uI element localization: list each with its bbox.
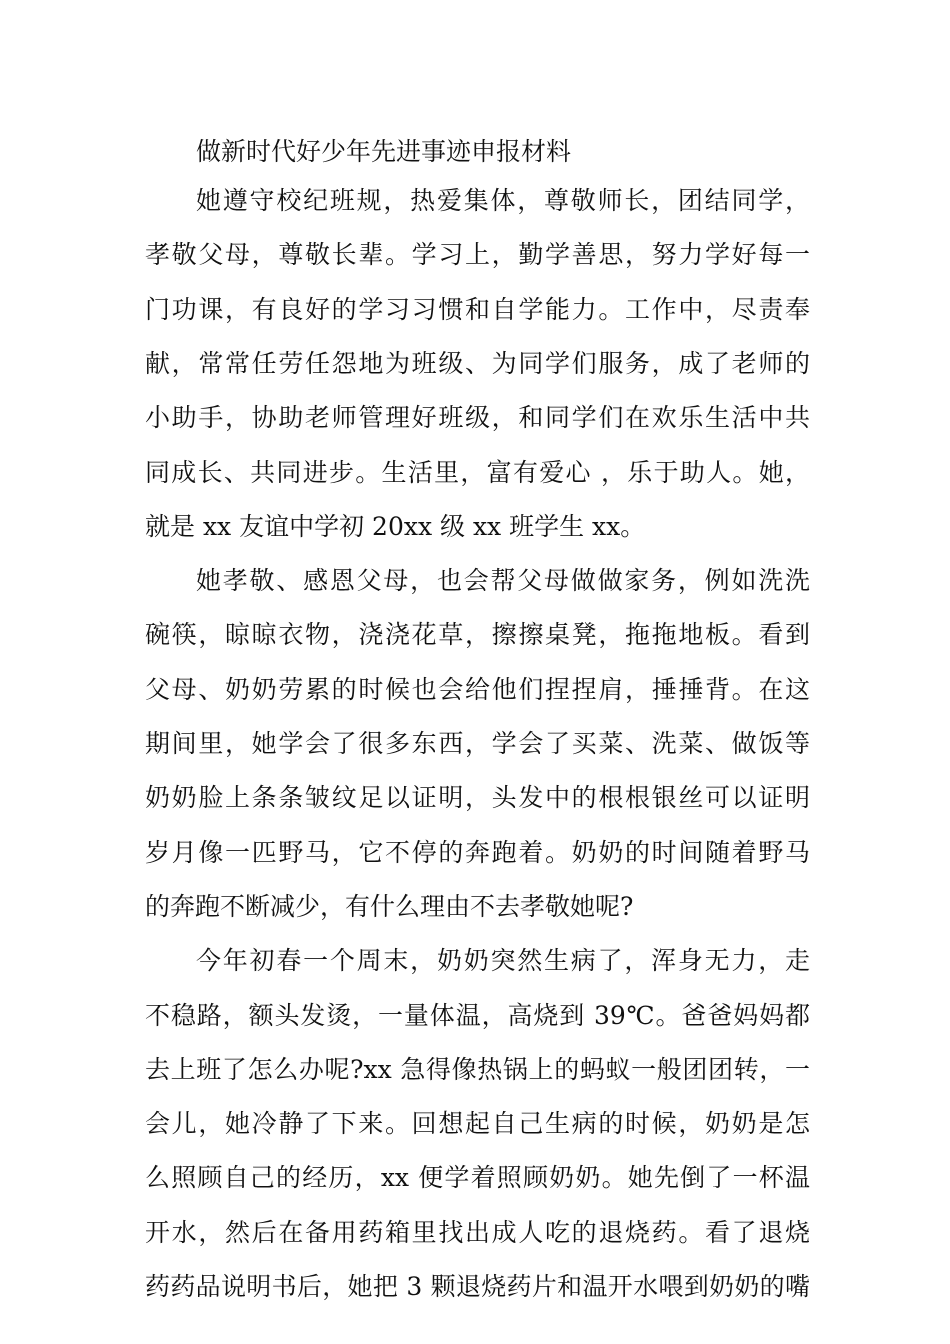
paragraph-3-line-2: 不稳路，额头发烫，一量体温，高烧到 39℃。爸爸妈妈都 xyxy=(145,1000,810,1030)
paragraph-1-line-5: 小助手，协助老师管理好班级，和同学们在欢乐生活中共 xyxy=(145,403,810,433)
paragraph-3-line-4: 会儿，她冷静了下来。回想起自己生病的时候，奶奶是怎 xyxy=(145,1109,810,1139)
paragraph-1-line-3: 门功课，有良好的学习习惯和自学能力。工作中，尽责奉 xyxy=(145,294,810,324)
paragraph-1-line-4: 献，常常任劳任怨地为班级、为同学们服务，成了老师的 xyxy=(145,348,810,378)
paragraph-2-line-7: 的奔跑不断减少，有什么理由不去孝敬她呢? xyxy=(145,891,634,921)
document-title: 做新时代好少年先进事迹申报材料 xyxy=(196,137,572,166)
paragraph-2-line-5: 奶奶脸上条条皱纹足以证明，头发中的根根银丝可以证明 xyxy=(145,783,810,813)
paragraph-1-line-1: 她遵守校纪班规，热爱集体，尊敬师长，团结同学， xyxy=(196,186,810,215)
paragraph-1-line-2: 孝敬父母，尊敬长辈。学习上，勤学善思，努力学好每一 xyxy=(145,240,810,270)
paragraph-3-line-6: 开水，然后在备用药箱里找出成人吃的退烧药。看了退烧 xyxy=(145,1217,810,1247)
paragraph-3-line-5: 么照顾自己的经历，xx 便学着照顾奶奶。她先倒了一杯温 xyxy=(145,1163,810,1193)
paragraph-2-line-3: 父母、奶奶劳累的时候也会给他们捏捏肩，捶捶背。在这 xyxy=(145,674,810,704)
paragraph-1-line-7: 就是 xx 友谊中学初 20xx 级 xx 班学生 xx。 xyxy=(145,511,646,541)
paragraph-2-line-4: 期间里，她学会了很多东西，学会了买菜、洗菜、做饭等 xyxy=(145,729,810,758)
paragraph-3-line-7: 药药品说明书后，她把 3 颗退烧药片和温开水喂到奶奶的嘴 xyxy=(145,1272,810,1301)
paragraph-3-line-1: 今年初春一个周末，奶奶突然生病了，浑身无力，走 xyxy=(196,946,810,976)
paragraph-1-line-6: 同成长、共同进步。生活里，富有爱心 ，乐于助人。她， xyxy=(145,457,810,487)
paragraph-2-line-1: 她孝敬、感恩父母，也会帮父母做做家务，例如洗洗 xyxy=(196,566,810,596)
paragraph-2-line-6: 岁月像一匹野马，它不停的奔跑着。奶奶的时间随着野马 xyxy=(145,837,810,867)
paragraph-3-line-3: 去上班了怎么办呢?xx 急得像热锅上的蚂蚁一般团团转，一 xyxy=(145,1054,810,1084)
paragraph-2-line-2: 碗筷，晾晾衣物，浇浇花草，擦擦桌凳，拖拖地板。看到 xyxy=(145,620,810,650)
